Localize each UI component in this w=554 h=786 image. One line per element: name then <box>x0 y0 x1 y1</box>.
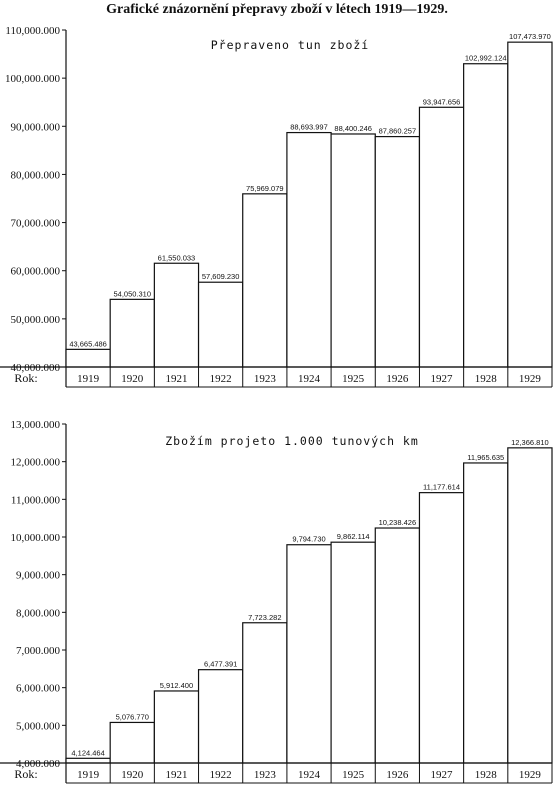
y-tick-label: 110,000.000 <box>5 25 60 37</box>
bar-value-label: 54,050.310 <box>113 289 152 299</box>
bar-1922 <box>199 670 243 763</box>
bar-1924 <box>287 545 331 763</box>
bar-value-label: 88,400.246 <box>334 123 372 133</box>
y-tick-label: 60,000.000 <box>10 265 60 278</box>
bar-1921 <box>154 263 198 367</box>
y-tick-label: 70,000.000 <box>10 217 60 230</box>
bar-1928 <box>464 463 508 763</box>
bar-value-label: 5,076.770 <box>115 712 149 722</box>
bar-value-label: 9,794.730 <box>292 534 326 544</box>
bar-value-label: 61,550.033 <box>157 253 196 263</box>
bar-value-label: 43,665.486 <box>69 339 107 349</box>
bar-1925 <box>331 134 375 367</box>
x-tick-label: 1921 <box>165 769 188 781</box>
bar-value-label: 7,723.282 <box>248 612 282 622</box>
bar-1927 <box>419 107 463 367</box>
x-tick-label: 1919 <box>77 769 100 781</box>
bar-value-label: 10,238.426 <box>378 518 417 528</box>
y-tick-label: 6,000.000 <box>16 682 60 695</box>
bar-1920 <box>110 722 154 763</box>
x-tick-label: 1922 <box>209 769 232 781</box>
x-tick-label: 1924 <box>298 769 320 781</box>
chart-title: Zbožím projeto 1.000 tunových km <box>165 434 419 448</box>
x-tick-label: 1928 <box>474 373 497 385</box>
x-tick-label: 1927 <box>430 769 453 781</box>
y-tick-label: 11,000.000 <box>10 494 60 507</box>
y-tick-label: 13,000.000 <box>10 419 60 431</box>
x-tick-label: 1920 <box>121 769 144 781</box>
y-tick-label: 4,000.000 <box>16 758 60 770</box>
y-tick-label: 50,000.000 <box>10 313 60 326</box>
x-axis-title: Rok: <box>14 371 38 385</box>
bar-1919 <box>66 349 110 367</box>
x-tick-label: 1920 <box>121 373 144 385</box>
bar-1920 <box>110 299 154 367</box>
bar-1924 <box>287 133 331 367</box>
bar-1929 <box>508 448 552 763</box>
bar-1925 <box>331 542 375 763</box>
bar-value-label: 93,947.656 <box>422 97 461 107</box>
x-tick-label: 1925 <box>342 769 365 781</box>
y-tick-label: 5,000.000 <box>16 720 60 733</box>
bar-value-label: 6,477.391 <box>203 659 238 669</box>
bar-1926 <box>375 528 419 763</box>
y-tick-label: 90,000.000 <box>10 121 60 134</box>
bar-1926 <box>375 137 419 367</box>
bar-value-label: 75,969.079 <box>246 183 284 193</box>
y-tick-label: 100,000.000 <box>5 73 60 86</box>
bar-value-label: 102,992.124 <box>464 53 507 63</box>
bar-value-label: 11,965.635 <box>467 452 505 462</box>
bar-value-label: 12,366.810 <box>511 437 549 447</box>
y-tick-label: 8,000.000 <box>16 607 60 620</box>
bar-value-label: 88,693.997 <box>290 122 328 132</box>
bar-value-label: 57,609.230 <box>201 272 240 282</box>
x-tick-label: 1925 <box>342 373 365 385</box>
y-tick-label: 12,000.000 <box>10 456 60 469</box>
x-tick-label: 1929 <box>518 769 541 781</box>
x-tick-label: 1926 <box>386 373 409 385</box>
bar-value-label: 87,860.257 <box>378 126 417 136</box>
bar-value-label: 4,124.464 <box>71 748 105 758</box>
x-tick-label: 1928 <box>474 769 497 781</box>
y-tick-label: 7,000.000 <box>16 645 60 657</box>
chart-tonnage <box>0 18 554 388</box>
bar-1923 <box>243 194 287 367</box>
page-title: Grafické znázornění přepravy zboží v létech 1919—1929. <box>106 2 448 17</box>
bar-value-label: 107,473.970 <box>509 32 551 42</box>
y-tick-label: 10,000.000 <box>10 532 60 544</box>
bar-1922 <box>199 282 243 367</box>
x-tick-label: 1919 <box>77 373 100 385</box>
x-tick-label: 1929 <box>518 373 541 385</box>
x-axis-title: Rok: <box>14 767 38 781</box>
x-tick-label: 1924 <box>298 373 320 385</box>
bar-1923 <box>243 623 287 763</box>
bar-value-label: 9,862.114 <box>336 532 370 542</box>
bar-1929 <box>508 42 552 367</box>
x-tick-label: 1921 <box>165 373 188 385</box>
bar-value-label: 5,912.400 <box>159 680 194 690</box>
x-tick-label: 1927 <box>430 373 453 385</box>
chart-tonne-km <box>0 412 554 784</box>
x-tick-label: 1926 <box>386 769 409 781</box>
bar-1927 <box>419 493 463 763</box>
y-tick-label: 9,000.000 <box>16 569 60 582</box>
bar-1919 <box>66 758 110 763</box>
y-tick-label: 40,000.000 <box>10 362 60 374</box>
chart-title: Přepraveno tun zboží <box>210 38 370 52</box>
bar-value-label: 11,177.614 <box>423 482 461 492</box>
bar-1921 <box>154 691 198 763</box>
bar-1928 <box>464 64 508 367</box>
x-tick-label: 1922 <box>209 373 232 385</box>
y-tick-label: 80,000.000 <box>10 169 60 182</box>
x-tick-label: 1923 <box>253 769 276 781</box>
x-tick-label: 1923 <box>253 373 276 385</box>
